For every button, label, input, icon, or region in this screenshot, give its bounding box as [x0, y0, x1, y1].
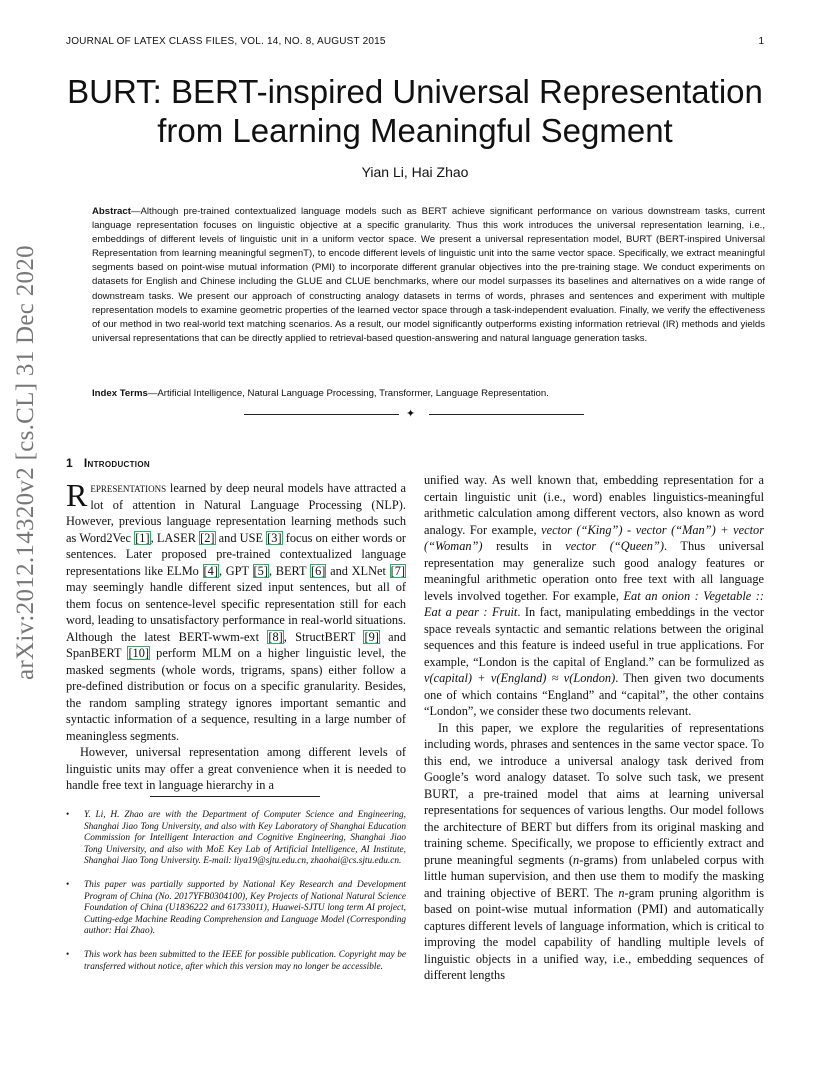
footnote-affiliation: • Y. Li, H. Zhao are with the Department of Computer Science and Engineering, Shanghai Jiao Tong University, and also with Key Laboratory of Shanghai Education Commission for Intelligent Interaction and Cognitive Engineering, Shanghai Jiao Tong University, and also with MoE Key Lab of Artificial Intelligence, AI Institute, Shanghai Jiao Tong University. E-mail: liya19@sjtu.edu.cn, zhaohai@cs.sjtu.edu.cn. [66, 810, 406, 867]
footnote-funding: • This paper was partially supported by National Key Research and Development Program of China (No. 2017YFB0304100), Key Projects of National Natural Science Foundation of China (U1836222 and 61733011), Huawei-SJTU long term AI project, Cutting-edge Machine Reading Comprehension and Language Model (Corresponding author: Hai Zhao). [66, 879, 406, 937]
right-column [424, 472, 764, 984]
arxiv-stamp: arXiv:2012.14320v2 [cs.CL] 31 Dec 2020 [12, 245, 39, 680]
citation-link[interactable]: [1] [135, 530, 150, 545]
left-column [66, 477, 407, 794]
abstract [92, 205, 765, 346]
bullet-icon: • [66, 810, 70, 820]
footnote-rule [150, 796, 320, 797]
citation-link[interactable]: [6] [311, 563, 326, 578]
paper-title: BURT: BERT-inspired Universal Representation from Learning Meaningful Segment [67, 73, 763, 149]
citation-link[interactable]: [9] [364, 629, 379, 644]
citation-link[interactable]: [7] [390, 563, 405, 578]
intro-paragraph-3: unified way. As well known that, embedding representation for a certain linguistic unit (i.e., word) enables linguistics-meaningful arithmetic calculation among different vectors, also known as word analogy. For example, vector (“King”) - vector (“Man”) + vector (“Woman”) results in vector (“Queen”). Thus universal representation may generalize such good analogy features or meaningful arithmetic operation onto free text with all language levels involved together. For example, Eat an onion : Vegetable :: Eat a pear : Fruit. In fact, manipulating embeddings in the vector space reveals syntactic and semantic relations between the original sequences and this feature is indeed useful in true applications. For example, “London is the capital of England.” can be formulized as v(capital) + v(England) ≈ v(London). Then given two documents one of which contains “England” and “capital”, the other contains “London”, we consider these two documents relevant. [424, 473, 765, 718]
running-header: JOURNAL OF LATEX CLASS FILES, VOL. 14, NO. 8, AUGUST 2015 [66, 36, 386, 47]
drop-cap: R [66, 477, 88, 513]
page-number: 1 [758, 36, 764, 47]
abstract-label: Abstract [92, 206, 131, 217]
footnotes [66, 810, 406, 985]
intro-paragraph-2: However, universal representation among different levels of linguistic units may offer a great convenience when it is needed to handle free text in language hierarchy in a [66, 745, 406, 792]
divider-diamond-icon: ✦ [406, 408, 416, 420]
abstract-text: —Although pre-trained contextualized language models such as BERT achieve significant performance on various downstream tasks, current language representation focuses on linguistic objective at a specific granularity. Thus this work introduces the universal representation learning, i.e., embeddings of different levels of linguistic unit in a uniform vector space. We present a universal representation model, BURT (BERT-inspired Universal Representation from learning meaningful segmenT), to encode different levels of linguistic unit into the same vector space. Specifically, we extract meaningful segments based on point-wise mutual information (PMI) to incorporate different granular objectives into the pre-training stage. We conduct experiments on datasets for English and Chinese including the GLUE and CLUE benchmarks, where our model surpasses its baselines and alternatives on a wide range of downstream tasks. We present our approach of constructing analogy datasets in terms of words, phrases and sentences and experiment with multiple representation models to examine geometric properties of the learned vector space through a task-independent evaluation. Finally, we verify the effectiveness of our method in two real-world text matching scenarios. As a result, our model significantly outperforms existing information retrieval (IR) methods and yields universal representations that can be directly applied to retrieval-based question-answering and natural language generation tasks. [92, 206, 765, 344]
divider-line-right [429, 414, 584, 415]
index-terms-label: Index Terms [92, 388, 148, 399]
section-number: 1 [66, 456, 73, 470]
intro-paragraph-4: In this paper, we explore the regularities of representations including words, phrases and sentences in the same vector space. To this end, we introduce a universal analogy task derived from Google’s word analogy dataset. To solve such task, we present BURT, a pre-trained model that aims at learning universal representations for sequences of various lengths. Our model follows the architecture of BERT but differs from its original masking and training scheme. Specifically, we propose to efficiently extract and prune meaningful segments (n-grams) from unlabeled corpus with little human supervision, and then use them to modify the masking and training objective of BERT. The n-gram pruning algorithm is based on point-wise mutual information (PMI) and automatically captures different levels of language information, which is critical to improving the model capability of handling multiple levels of linguistic objects in a unified way, i.e., embedding sequences of different lengths [424, 720, 764, 982]
citation-link[interactable]: [2] [200, 530, 215, 545]
index-terms [92, 388, 765, 399]
citation-link[interactable]: [4] [203, 563, 218, 578]
citation-link[interactable]: [3] [267, 530, 282, 545]
citation-link[interactable]: [5] [253, 563, 268, 578]
index-terms-text: —Artificial Intelligence, Natural Language Processing, Transformer, Language Representation. [147, 388, 549, 399]
section-divider [244, 408, 584, 420]
citation-link[interactable]: [8] [268, 629, 283, 644]
divider-line-left [244, 414, 399, 415]
citation-link[interactable]: [10] [128, 646, 150, 660]
section-heading [66, 456, 150, 470]
section-title: Introduction [83, 456, 150, 470]
footnote-copyright: • This work has been submitted to the IEEE for possible publication. Copyright may be transferred without notice, after which this version may no longer be accessible. [66, 949, 406, 972]
bullet-icon: • [66, 949, 70, 960]
formula: v(capital) + v(England) ≈ v(London) [424, 671, 616, 685]
paper-authors: Yian Li, Hai Zhao [361, 164, 469, 180]
bullet-icon: • [66, 879, 70, 890]
intro-paragraph-1: Representations learned by deep neural models have attracted a lot of attention in Natural Language Processing (NLP). However, previous language representation learning methods such as Word2Vec [1], LASER [2] and USE [3] focus on either words or sentences. Later proposed pre-trained contextualized language representations like ELMo [4], GPT [5], BERT [6] and XLNet [7] may seemingly handle different sized input sentences, but all of them focus on sentence-level specific representation still for each word, leading to unsatisfactory performance in real-world situations. Although the latest BERT-wwm-ext [8], StructBERT [9] and SpanBERT [10] perform MLM on a higher linguistic level, the masked segments (whole words, trigrams, spans) either follow a pre-defined distribution or focus on a specific granularity. Besides, the random sampling strategy ignores important semantic and syntactic information of a sequence, resulting in a large number of meaningless segments. [66, 477, 407, 743]
